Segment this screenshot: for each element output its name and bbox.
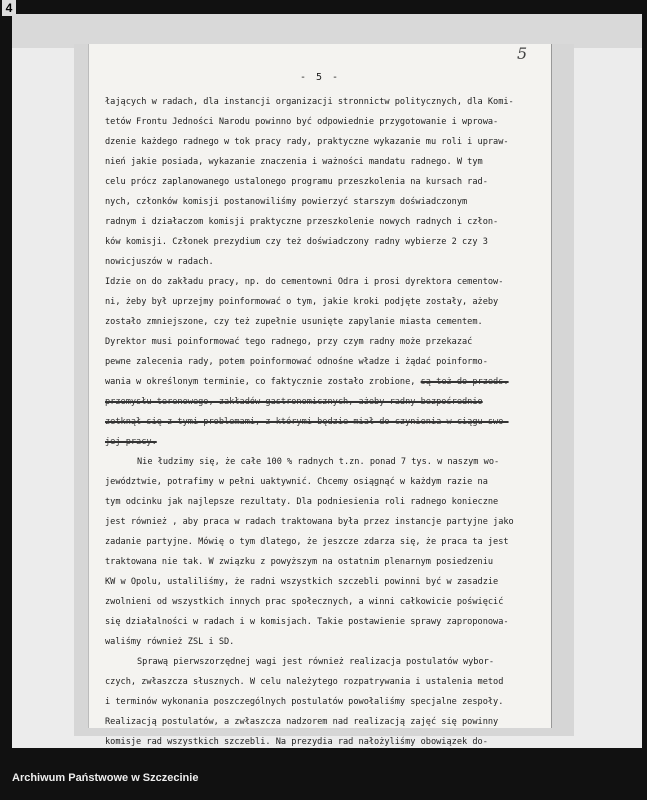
- text-line: czych, zwłaszcza słusznych. W celu należytego rozpatrywania i ustalenia metod: [105, 677, 504, 687]
- text-line-with-strike: [105, 372, 545, 392]
- text-line: ni, żeby był uprzejmy poinformować o tym, jakie kroki podjęte zostały, ażeby: [105, 297, 499, 307]
- text-line: Idzie on do zakładu pracy, np. do cementowni Odra i prosi dyrektora cementow-: [105, 277, 504, 287]
- text-line: wania w określonym terminie, co faktycznie zostało zrobione,: [105, 377, 416, 387]
- document-body: [105, 92, 545, 792]
- text-line: nowicjuszów w radach.: [105, 257, 214, 267]
- page-number: - 5 -: [299, 72, 341, 83]
- text-line: celu prócz zaplanowanego ustalonego programu przeszkolenia na kursach rad-: [105, 177, 488, 187]
- text-line: zadanie partyjne. Mówię o tym dlatego, że jeszcze zdarza się, że praca ta jest: [105, 537, 509, 547]
- text-line: waliśmy również ZSL i SD.: [105, 637, 235, 647]
- text-line: tym odcinku jak najlepsze rezultaty. Dla podniesienia roli radnego konieczne: [105, 497, 499, 507]
- text-line: Sprawą pierwszorzędnej wagi jest również realizacja postulatów wybor-: [137, 657, 494, 667]
- text-line: nych, członków komisji postanowiliśmy powierzyć starszym doświadczonym: [105, 197, 468, 207]
- struck-line: zetknął się z tymi problemami, z którymi będzie miał do czynienia w ciągu swo-: [105, 417, 509, 427]
- text-line: komisje rad wszystkich szczebli. Na prezydia rad nałożyliśmy obowiązek do-: [105, 737, 488, 747]
- text-line: dzenie każdego radnego w tok pracy rady, praktyczne wykazanie mu roli i upraw-: [105, 137, 509, 147]
- text-line: i terminów wykonania poszczególnych postulatów powołaliśmy specjalne zespoły.: [105, 697, 504, 707]
- text-line: Dyrektor musi poinformować tego radnego, przy czym radny może przekazać: [105, 337, 473, 347]
- text-line: się działalności w radach i w komisjach. Takie postawienie sprawy zaproponowa-: [105, 617, 509, 627]
- text-line: Realizacją postulatów, a zwłaszcza nadzorem nad realizacją zajęć się powinny: [105, 717, 499, 727]
- text-line: radnym i działaczom komisji praktyczne przeszkolenie nowych radnych i człon-: [105, 217, 499, 227]
- text-line: jest również , aby praca w radach traktowana była przez instancje partyjne jako: [105, 517, 514, 527]
- text-line: łających w radach, dla instancji organizacji stronnictw politycznych, dla Komi-: [105, 97, 514, 107]
- struck-line: jej pracy.: [105, 437, 157, 447]
- text-line: tetów Frontu Jedności Narodu powinno być odpowiednie przygotowanie i wprowa-: [105, 117, 499, 127]
- text-line: ków komisji. Członek prezydium czy też doświadczony radny wybierze 2 czy 3: [105, 237, 488, 247]
- text-line: nień jakie posiada, wykazanie znaczenia i ważności mandatu radnego. W tym: [105, 157, 483, 167]
- handwritten-page-mark: 5: [517, 44, 528, 63]
- archive-footer: [12, 756, 647, 800]
- edge-frame-number: 4: [2, 0, 16, 16]
- text-line: KW w Opolu, ustaliliśmy, że radni wszystkich szczebli powinni być w zasadzie: [105, 577, 499, 587]
- document-page: [88, 44, 552, 747]
- struck-line: przemysłu terenowego, zakładów gastronomicznych, ażeby radny bezpośrednio: [105, 397, 483, 407]
- struck-fragment: są też do przeds.: [420, 377, 509, 387]
- text-line: zostało zmniejszone, czy też zupełnie usunięte zapylanie miasta cementem.: [105, 317, 483, 327]
- archive-label: Archiwum Państwowe w Szczecinie: [12, 772, 199, 784]
- text-line: jewództwie, potrafimy w pełni uaktywnić. Chcemy osiągnąć w każdym razie na: [105, 477, 488, 487]
- text-line: zwolnieni od wszystkich innych prac społecznych, a winni całkowicie poświęcić: [105, 597, 504, 607]
- text-line: pewne zalecenia rady, potem poinformować odnośne władze i żądać poinformo-: [105, 357, 488, 367]
- text-line: traktowana nie tak. W związku z powyższym na ostatnim plenarnym posiedzeniu: [105, 557, 494, 567]
- text-line: Nie łudzimy się, że całe 100 % radnych t.zn. ponad 7 tys. w naszym wo-: [137, 457, 500, 467]
